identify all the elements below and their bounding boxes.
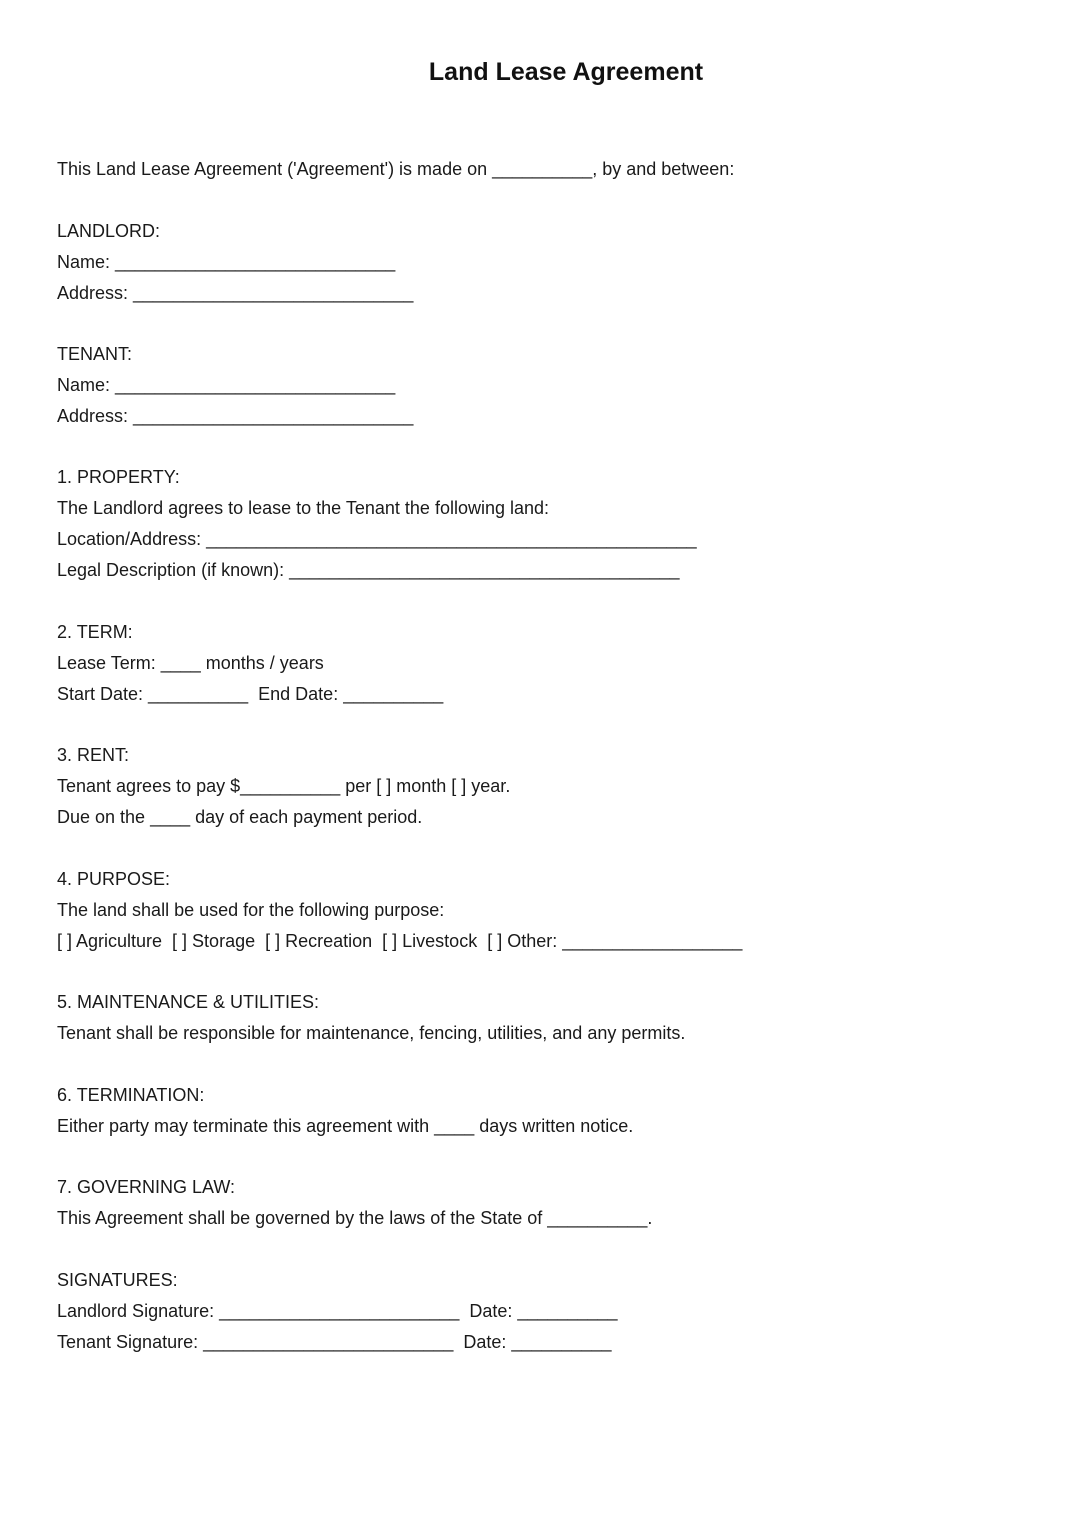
purpose-text: The land shall be used for the following purpose: <box>57 900 445 920</box>
document-title: Land Lease Agreement <box>428 58 704 86</box>
property-text: The Landlord agrees to lease to the Tenant the following land: <box>57 498 550 518</box>
property-location-field: Location/Address: _________________________________________________ <box>57 529 697 549</box>
maintenance-heading: 5. MAINTENANCE & UTILITIES: <box>57 992 320 1012</box>
termination-heading: 6. TERMINATION: <box>57 1085 205 1105</box>
rent-due-field: Due on the ____ day of each payment period. <box>57 807 423 827</box>
property-heading: 1. PROPERTY: <box>57 467 180 487</box>
landlord-name-field: Name: ____________________________ <box>57 252 396 272</box>
tenant-name-field: Name: ____________________________ <box>57 375 396 395</box>
landlord-signature-line: Landlord Signature: ________________________ Date: __________ <box>57 1301 618 1321</box>
landlord-heading: LANDLORD: <box>57 221 161 241</box>
purpose-options: [ ] Agriculture [ ] Storage [ ] Recreation [ ] Livestock [ ] Other: __________________ <box>57 931 743 951</box>
governing-law-heading: 7. GOVERNING LAW: <box>57 1177 236 1197</box>
lease-term-field: Lease Term: ____ months / years <box>57 653 324 673</box>
governing-law-text: This Agreement shall be governed by the laws of the State of __________. <box>57 1208 653 1228</box>
term-dates-field: Start Date: __________ End Date: __________ <box>57 684 444 704</box>
signatures-heading: SIGNATURES: <box>57 1270 178 1290</box>
rent-amount-field: Tenant agrees to pay $__________ per [ ] month [ ] year. <box>57 776 511 796</box>
property-legal-field: Legal Description (if known): _______________________________________ <box>57 560 680 580</box>
term-heading: 2. TERM: <box>57 622 133 642</box>
intro-text: This Land Lease Agreement ('Agreement') is made on __________, by and between: <box>57 159 735 179</box>
tenant-signature-line: Tenant Signature: _________________________ Date: __________ <box>57 1332 612 1352</box>
landlord-address-field: Address: ____________________________ <box>57 283 414 303</box>
tenant-heading: TENANT: <box>57 344 133 364</box>
termination-text: Either party may terminate this agreement with ____ days written notice. <box>57 1116 634 1136</box>
purpose-heading: 4. PURPOSE: <box>57 869 171 889</box>
tenant-address-field: Address: ____________________________ <box>57 406 414 426</box>
maintenance-text: Tenant shall be responsible for maintenance, fencing, utilities, and any permits. <box>57 1023 686 1043</box>
rent-heading: 3. RENT: <box>57 745 130 765</box>
